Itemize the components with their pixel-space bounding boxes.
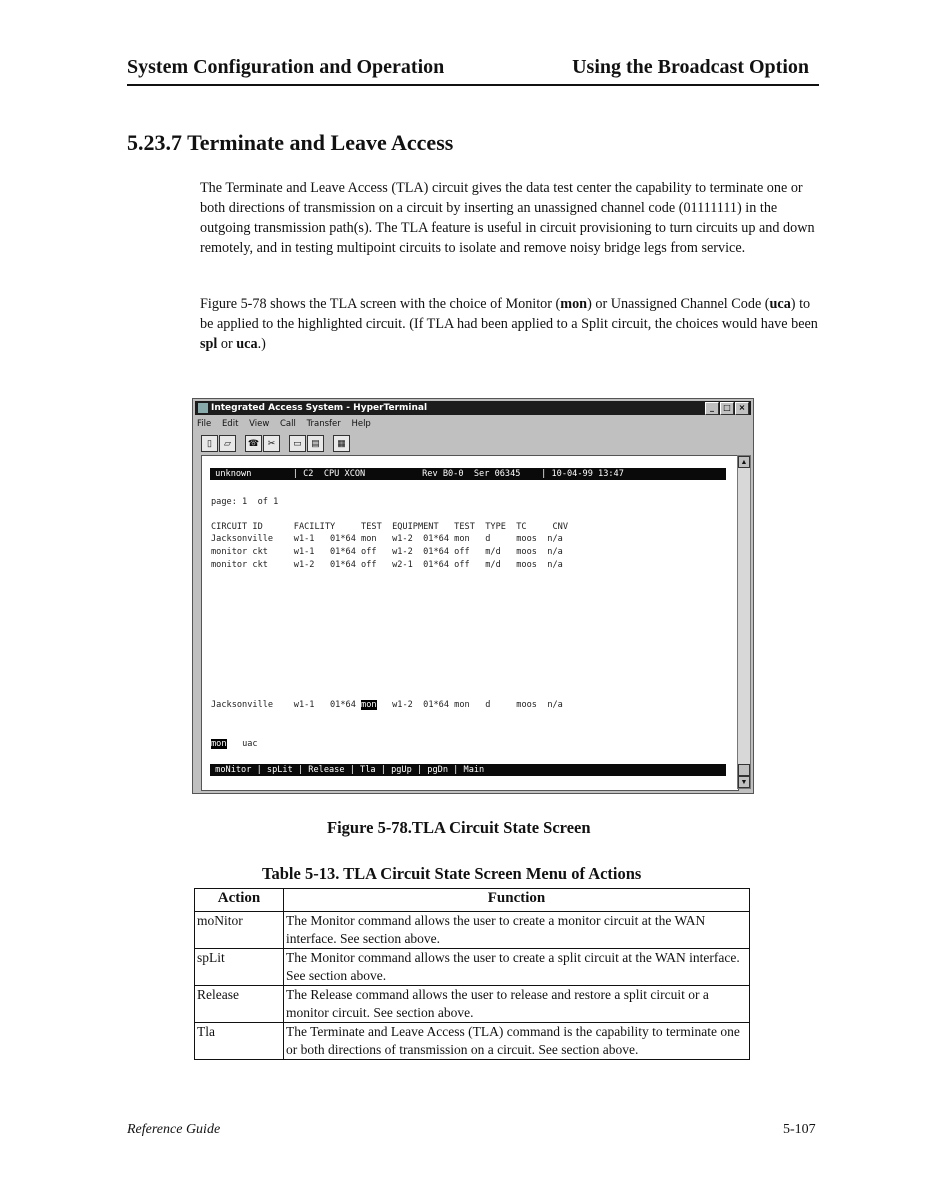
disconnect-icon[interactable]: ✂	[263, 435, 280, 452]
menu-call[interactable]: Call	[279, 419, 296, 429]
choice-uac[interactable]: uac	[242, 739, 258, 749]
window-titlebar[interactable]	[195, 401, 751, 415]
table-row	[195, 912, 750, 949]
footer-left: Reference Guide	[127, 1122, 221, 1137]
properties-icon[interactable]: ▦	[333, 435, 350, 452]
choice-mon[interactable]: mon	[211, 739, 227, 749]
table-row	[195, 986, 750, 1023]
function-cell: The Release command allows the user to release and restore a split circuit or a monitor circuit. See section above.	[284, 986, 750, 1023]
minimize-icon[interactable]: _	[705, 402, 719, 415]
intro-paragraph: The Terminate and Leave Access (TLA) circuit gives the data test center the capability to terminate one or both directions of transmission on a circuit by inserting an unassigned channel code (01111111) in the outgoing transmission path(s). The TLA feature is useful in circuit provisioning to turn circuits up and down remotely, and in testing multipoint circuits to isolate and remove noisy bridge legs from service.	[200, 180, 815, 256]
column-header-function: Function	[284, 889, 750, 912]
open-folder-icon[interactable]: ▱	[219, 435, 236, 452]
terminal-screen[interactable]	[201, 455, 739, 791]
tla-choices	[211, 739, 258, 749]
scroll-down-icon[interactable]: ▼	[738, 776, 750, 788]
header-right: Using the Broadcast Option	[572, 56, 809, 78]
action-cell: Release	[195, 986, 284, 1023]
header-left: System Configuration and Operation	[127, 56, 445, 78]
menu-file[interactable]: File	[197, 419, 212, 429]
circuit-row[interactable]: monitor ckt w1-2 01*64 off w2-1 01*64 off m/d moos n/a	[211, 560, 563, 570]
section-title: 5.23.7 Terminate and Leave Access	[127, 130, 454, 155]
send-icon[interactable]: ▭	[289, 435, 306, 452]
scroll-up-icon[interactable]: ▲	[738, 456, 750, 468]
new-document-icon[interactable]: ▯	[201, 435, 218, 452]
menu-help[interactable]: Help	[351, 419, 371, 429]
table-header-row	[195, 889, 750, 912]
action-cell: moNitor	[195, 912, 284, 949]
vertical-scrollbar[interactable]	[737, 455, 751, 789]
window-title: Integrated Access System - HyperTerminal	[211, 403, 428, 413]
circuit-table-header: CIRCUIT ID FACILITY TEST EQUIPMENT TEST TYPE TC CNV	[211, 522, 568, 532]
figure-caption: Figure 5-78.TLA Circuit State Screen	[327, 818, 591, 837]
page-indicator: page: 1 of 1	[211, 497, 279, 507]
function-cell: The Monitor command allows the user to create a monitor circuit at the WAN interface. See section above.	[284, 912, 750, 949]
maximize-icon[interactable]: □	[720, 402, 734, 415]
figure-description-paragraph: Figure 5-78 shows the TLA screen with the choice of Monitor (mon) or Unassigned Channel Code (uca) to be applied to the highlighted circuit. (If TLA had been applied to a Split circuit, the choices would have been spl or uca.)	[200, 296, 818, 352]
hyperterminal-window	[192, 398, 754, 794]
page-number: 5-107	[783, 1122, 816, 1137]
window-controls	[704, 402, 749, 416]
actions-table	[194, 888, 750, 1060]
scroll-thumb[interactable]	[738, 764, 750, 776]
menu-bar	[197, 417, 379, 431]
toolbar	[201, 435, 351, 453]
phone-connect-icon[interactable]: ☎	[245, 435, 262, 452]
table-row	[195, 949, 750, 986]
terminal-status-bar: unknown | C2 CPU XCON Rev B0-0 Ser 06345 | 10-04-99 13:47	[210, 468, 726, 480]
table-caption: Table 5-13. TLA Circuit State Screen Menu of Actions	[262, 864, 642, 883]
column-header-action: Action	[195, 889, 284, 912]
highlighted-test-field[interactable]: mon	[361, 700, 377, 710]
function-cell: The Terminate and Leave Access (TLA) command is the capability to terminate one or both directions of transmission on a circuit. See section above.	[284, 1023, 750, 1060]
app-icon	[198, 403, 208, 413]
close-icon[interactable]: ×	[735, 402, 749, 415]
circuit-row[interactable]: monitor ckt w1-1 01*64 off w1-2 01*64 off m/d moos n/a	[211, 547, 563, 557]
selected-circuit-row[interactable]: Jacksonville w1-1 01*64 mon w1-2 01*64 mon d moos n/a	[211, 700, 563, 710]
page-header	[127, 56, 819, 86]
receive-icon[interactable]: ▤	[307, 435, 324, 452]
action-cell: Tla	[195, 1023, 284, 1060]
table-row	[195, 1023, 750, 1060]
function-cell: The Monitor command allows the user to create a split circuit at the WAN interface. See section above.	[284, 949, 750, 986]
menu-edit[interactable]: Edit	[221, 419, 239, 429]
menu-transfer[interactable]: Transfer	[306, 419, 341, 429]
menu-view[interactable]: View	[249, 419, 270, 429]
action-cell: spLit	[195, 949, 284, 986]
circuit-row[interactable]: Jacksonville w1-1 01*64 mon w1-2 01*64 mon d moos n/a	[211, 534, 563, 544]
command-bar[interactable]: moNitor | spLit | Release | Tla | pgUp | pgDn | Main	[210, 764, 726, 776]
